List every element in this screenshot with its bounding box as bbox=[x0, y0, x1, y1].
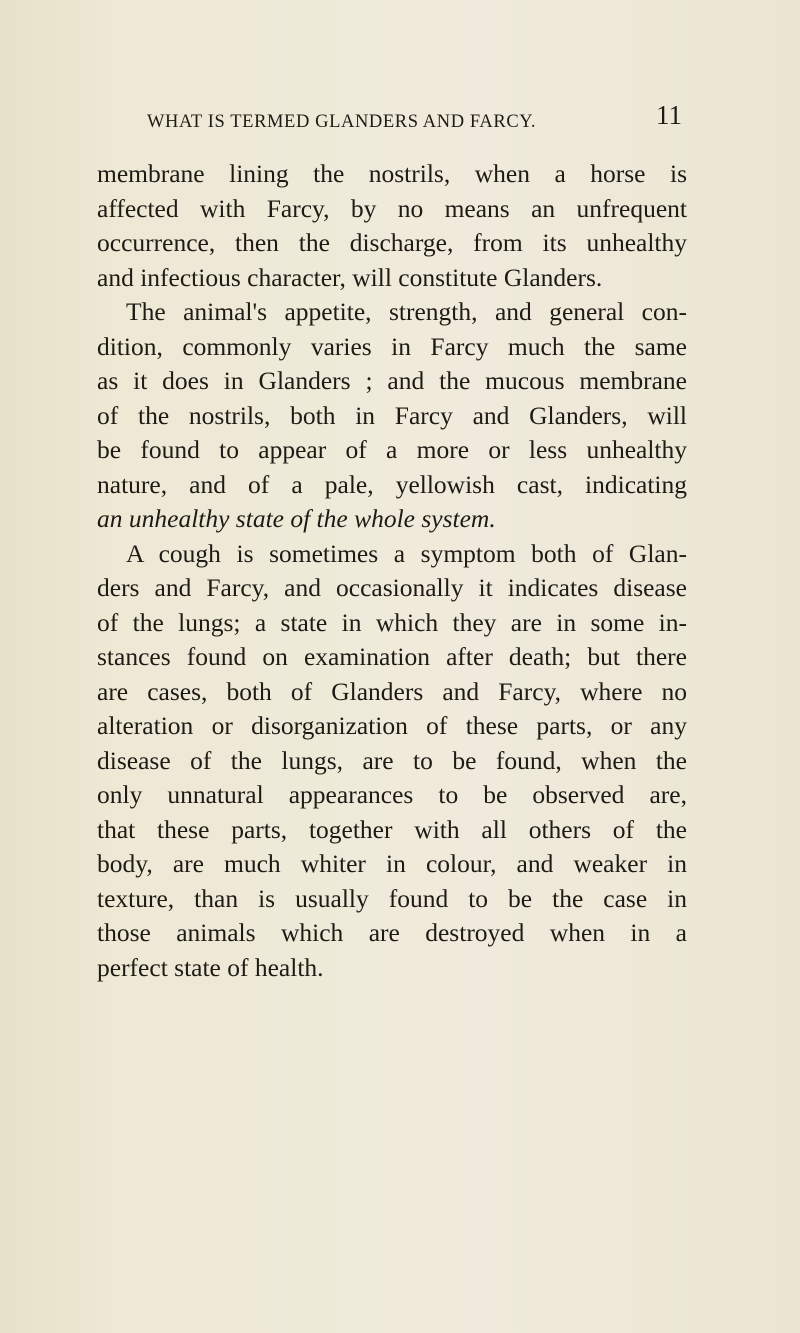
text-line: are cases, both of Glanders and Farcy, where no bbox=[97, 676, 687, 706]
text-line: those animals which are destroyed when in a bbox=[97, 918, 687, 947]
text-line: body, are much whiter in colour, and weaker in bbox=[97, 849, 687, 878]
text-line: as it does in Glanders ; and the mucous membrane bbox=[97, 366, 687, 395]
text-line: and infectious character, will constitute Glanders. bbox=[97, 262, 603, 292]
page-number: 11 bbox=[656, 100, 682, 130]
text-line: an unhealthy state of the whole system. bbox=[97, 504, 496, 533]
text-line: membrane lining the nostrils, when a horse is bbox=[97, 159, 687, 188]
text-line: of the lungs; a state in which they are in some in- bbox=[97, 607, 687, 637]
text-line: that these parts, together with all others of the bbox=[97, 814, 687, 844]
text-line: affected with Farcy, by no means an unfrequent bbox=[97, 193, 687, 223]
text-line: A cough is sometimes a symptom both of Glan- bbox=[126, 538, 687, 568]
text-line: alteration or disorganization of these parts, or any bbox=[97, 711, 687, 740]
text-line: of the nostrils, both in Farcy and Glanders, will bbox=[97, 400, 687, 430]
text-line: texture, than is usually found to be the case in bbox=[97, 883, 687, 913]
text-line: stances found on examination after death; but there bbox=[97, 642, 687, 671]
text-line: occurrence, then the discharge, from its unhealthy bbox=[97, 228, 687, 257]
text-line: nature, and of a pale, yellowish cast, indicating bbox=[97, 469, 687, 499]
text-line: be found to appear of a more or less unhealthy bbox=[97, 435, 687, 464]
text-line: perfect state of health. bbox=[97, 952, 324, 982]
text-line: dition, commonly varies in Farcy much the same bbox=[97, 331, 687, 361]
running-title: WHAT IS TERMED GLANDERS AND FARCY. bbox=[147, 112, 537, 132]
text-line: ders and Farcy, and occasionally it indicates disease bbox=[97, 573, 687, 602]
text-line: disease of the lungs, are to be found, when the bbox=[97, 745, 687, 775]
running-head bbox=[147, 100, 685, 136]
text-line: The animal's appetite, strength, and general con- bbox=[126, 297, 687, 326]
body-text bbox=[97, 157, 687, 985]
text-line: only unnatural appearances to be observed are, bbox=[97, 780, 687, 809]
